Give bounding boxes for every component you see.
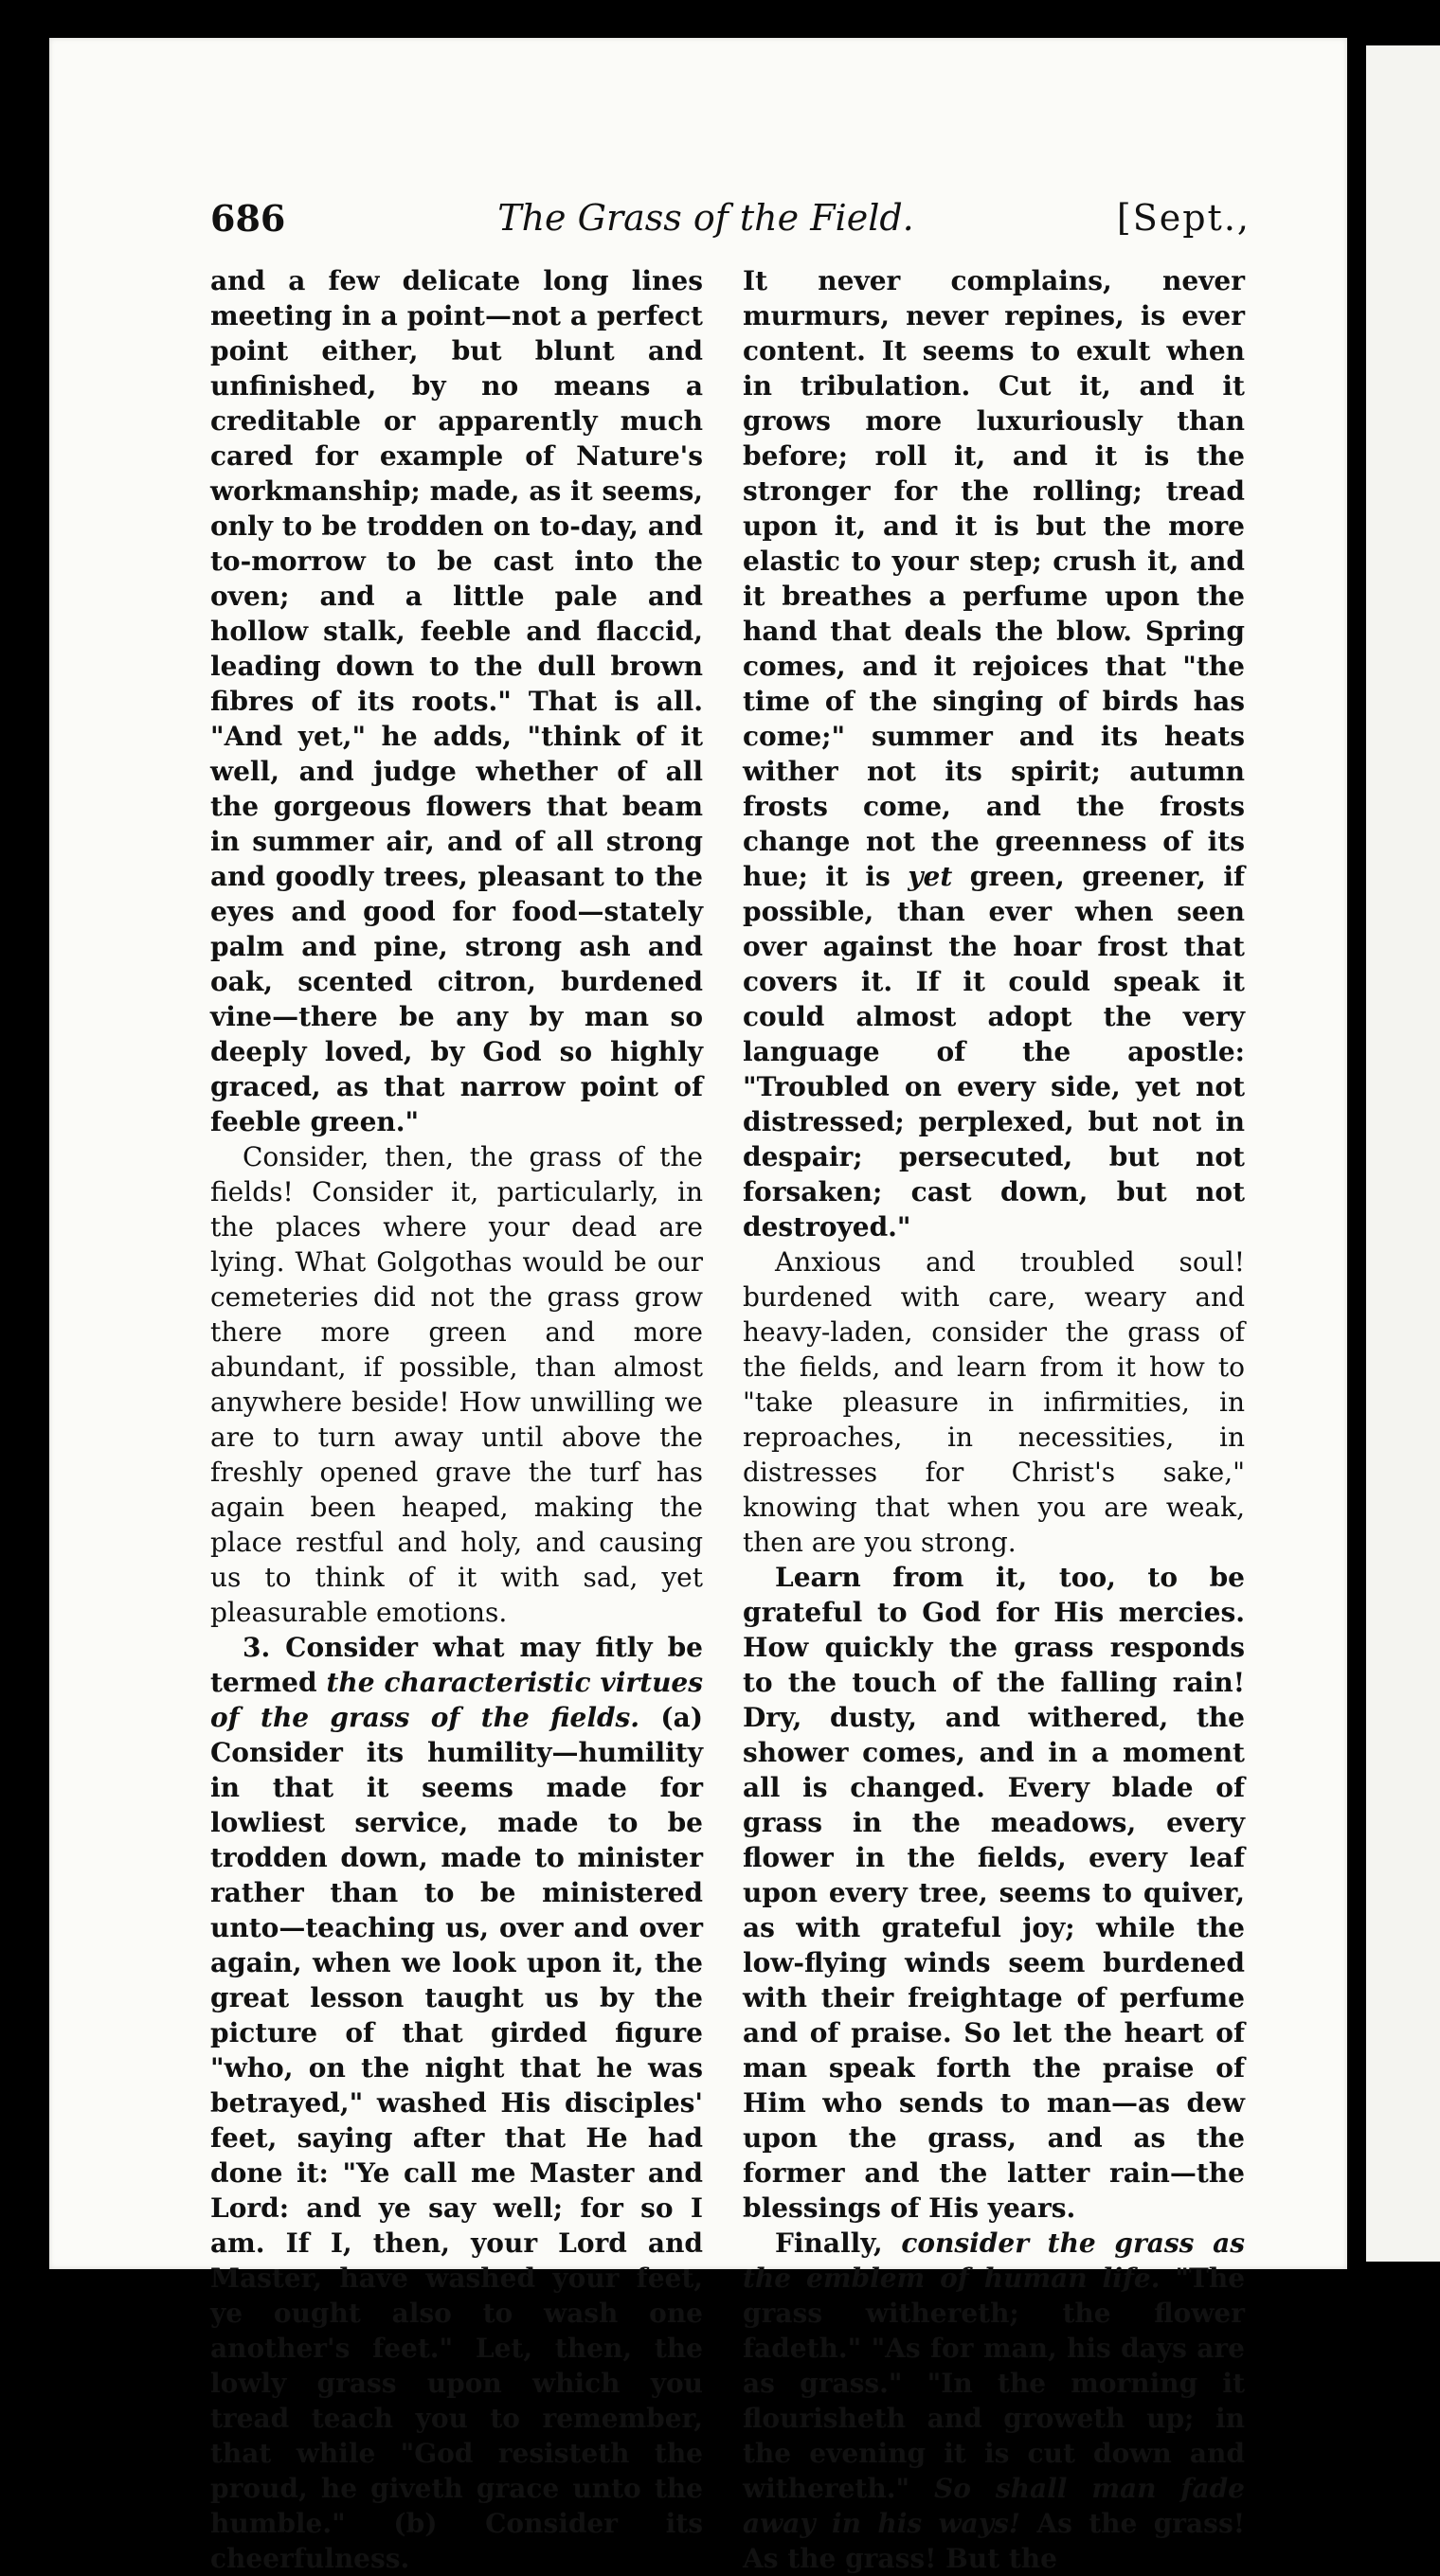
- page-number: 686: [210, 197, 286, 240]
- section-date: [Sept.,: [1116, 197, 1251, 239]
- paragraph: Consider, then, the grass of the fields! Consider it, particularly, in the places where your dead are lying. What Golgothas would be our cemeteries did not the grass grow there more green and more abundant, if possible, than almost anywhere beside! How unwilling we are to turn away until above the freshly opened grave the turf has again been heaped, making the place restful and holy, and causing us to think of it with sad, yet pleasurable emotions.: [210, 1141, 703, 1628]
- paragraph-text: "The grass withereth; the flower fadeth." "As for man, his days are as grass." "In the morning it flourisheth and groweth up; in the evening it is cut down and withereth.": [743, 2263, 1246, 2504]
- paragraph: Anxious and troubled soul! burdened with care, weary and heavy-laden, consider the grass of the fields, and learn from it how to "take pleasure in infirmities, in reproaches, in necessities, in distresses for Christ's sake," knowing that when you are weak, then are you strong.: [743, 1246, 1245, 1558]
- paragraph-italic: the characteristic virtues of the grass of the fields.: [210, 1667, 704, 1733]
- paragraph-text: green, greener, if possible, than ever when seen over against the hoar frost that covers it. If it could speak it could almost adopt the very language of the apostle: "Troubled on every side, yet not distressed; perplexed, but not in despair; persecuted, but not forsaken; cast down, but not destroyed.": [743, 861, 1245, 1243]
- paragraph: [210, 1630, 703, 2576]
- paragraph: [743, 263, 1245, 1244]
- right-column: [743, 263, 1245, 2576]
- paragraph-text: (a) Consider its humility—humility in that it seems made for lowliest service, made to be trodden down, made to minister rather than to be ministered unto—teaching us, over and over again, when we look upon it, the great lesson taught us by the picture of that girded figure "who, on the night that he was betrayed," washed His disciples' feet, saying after that He had done it: "Ye call me Master and Lord: and ye say well; for so I am. If I, then, your Lord and Master, have washed your feet, ye ought also to wash one another's feet." Let, then, the lowly grass upon which you tread teach you to remember, that while "God resisteth the proud, he giveth grace unto the humble." (b) Consider its cheerfulness.: [210, 1702, 704, 2574]
- left-column: [210, 263, 703, 2576]
- paragraph-italic: consider the grass as the emblem of human life.: [743, 2227, 1245, 2294]
- paragraph: Learn from it, too, to be grateful to God for His mercies. How quickly the grass responds to the touch of the falling rain! Dry, dusty, and withered, the shower comes, and in a moment all is changed. Every blade of grass in the meadows, every flower in the fields, every leaf upon every tree, seems to quiver, as with grateful joy; while the low-flying winds seem burdened with their freightage of perfume and of praise. So let the heart of man speak forth the praise of Him who sends to man—as dew upon the grass, and as the former and the latter rain—the blessings of His years.: [743, 1562, 1245, 2224]
- paragraph-text: 3. Consider what may fitly be termed: [210, 1632, 703, 1698]
- paragraph-text: As the grass! As the grass! But the: [743, 2508, 1245, 2574]
- paragraph: and a few delicate long lines meeting in a point—not a perfect point either, but blunt and unfinished, by no means a creditable or apparently much cared for example of Nature's workmanship; made, as it seems, only to be trodden on to-day, and to-morrow to be cast into the oven; and a little pale and hollow stalk, feeble and flaccid, leading down to the dull brown fibres of its roots." That is all. "And yet," he adds, "think of it well, and judge whether of all the gorgeous flowers that beam in summer air, and of all strong and goodly trees, pleasant to the eyes and good for food—stately palm and pine, strong ash and oak, scented citron, burdened vine—there be any by man so deeply loved, by God so highly graced, as that narrow point of feeble green.": [210, 265, 703, 1137]
- paragraph-text: It never complains, never murmurs, never repines, is ever content. It seems to exult when in tribulation. Cut it, and it grows more luxuriously than before; roll it, and it is the stronger for the rolling; tread upon it, and it is but the more elastic to your step; crush it, and it breathes a perfume upon the hand that deals the blow. Spring comes, and it rejoices that "the time of the singing of birds has come;" summer and its heats wither not its spirit; autumn frosts come, and the frosts change not the greenness of its hue; it is: [743, 265, 1245, 892]
- adjacent-page-edge: [1366, 45, 1440, 2262]
- paragraph-italic: So shall man fade away in his ways!: [743, 2473, 1245, 2539]
- page-header: [161, 189, 1251, 246]
- paragraph-italic: yet: [908, 861, 953, 892]
- running-title: The Grass of the Field.: [497, 197, 914, 239]
- paragraph: [743, 2226, 1245, 2576]
- paragraph-text: Finally,: [775, 2227, 883, 2259]
